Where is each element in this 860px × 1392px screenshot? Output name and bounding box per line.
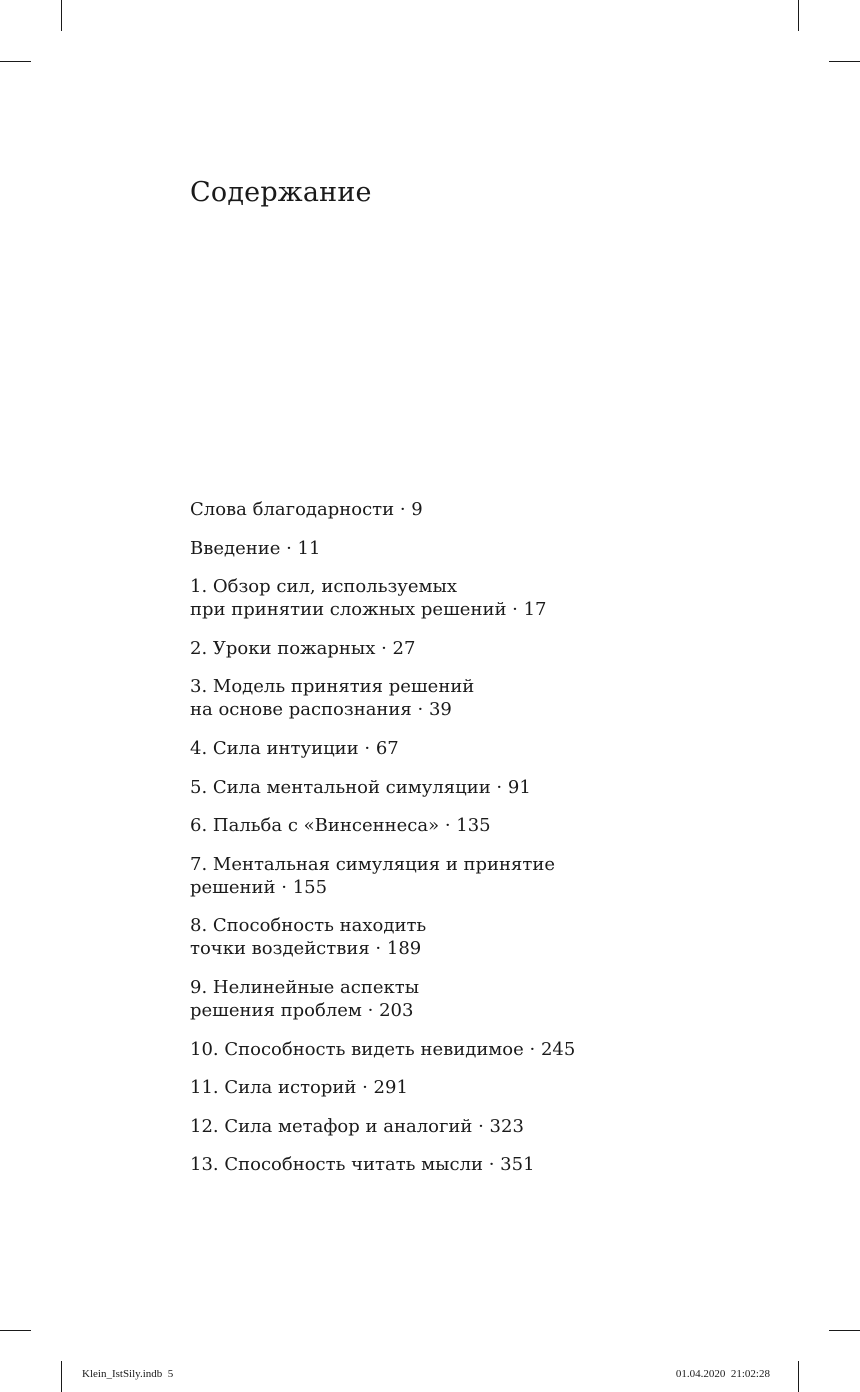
crop-mark-bottom-right-h bbox=[829, 1330, 860, 1331]
toc-entry-line: Слова благодарности · 9 bbox=[190, 499, 423, 520]
crop-mark-top-left-h bbox=[0, 61, 31, 62]
toc-entry-line: на основе распознания · 39 bbox=[190, 699, 452, 721]
toc-entry-line: 6. Пальба с «Винсеннеса» · 135 bbox=[190, 815, 491, 837]
toc-entry-line: 3. Модель принятия решений bbox=[190, 676, 475, 698]
toc-entry-line: 10. Способность видеть невидимое · 245 bbox=[190, 1038, 576, 1060]
toc-entry-line: 8. Способность находить bbox=[190, 915, 427, 937]
toc-entry-line: 9. Нелинейные аспекты bbox=[190, 976, 420, 998]
toc-entry bbox=[190, 1076, 630, 1099]
toc-entry-line: при принятии сложных решений · 17 bbox=[190, 599, 547, 621]
toc-entry bbox=[190, 776, 630, 799]
toc-entry bbox=[190, 814, 630, 837]
toc-entry bbox=[190, 914, 630, 960]
toc-entry bbox=[190, 853, 630, 899]
toc-entry-line: 2. Уроки пожарных · 27 bbox=[190, 637, 416, 659]
toc-entry-line: 7. Ментальная симуляция и принятие bbox=[190, 853, 556, 875]
toc-entry bbox=[190, 675, 630, 721]
toc-entry-line: 11. Сила историй · 291 bbox=[190, 1077, 408, 1099]
crop-mark-top-right-h bbox=[829, 61, 860, 62]
slug-file-info: Klein_IstSily.indb 5 bbox=[82, 1368, 174, 1380]
crop-mark-bottom-left-h bbox=[0, 1330, 31, 1331]
toc-entry-line: решения проблем · 203 bbox=[190, 999, 414, 1021]
toc-entry-line: Введение · 11 bbox=[190, 537, 321, 559]
toc-entry bbox=[190, 737, 630, 760]
toc-entry bbox=[190, 498, 630, 521]
toc-entry bbox=[190, 637, 630, 660]
toc-entry bbox=[190, 537, 630, 560]
toc-entry-line: 4. Сила интуиции · 67 bbox=[190, 737, 399, 759]
toc-entry-line: решений · 155 bbox=[190, 876, 328, 898]
toc-entry-line: 5. Сила ментальной симуляции · 91 bbox=[190, 776, 531, 798]
crop-mark-bottom-right bbox=[798, 1361, 799, 1392]
toc-entry-line: 12. Сила метафор и аналогий · 323 bbox=[190, 1115, 524, 1137]
crop-mark-bottom-left bbox=[61, 1361, 62, 1392]
toc-entry bbox=[190, 1038, 630, 1061]
crop-mark-top-left bbox=[61, 0, 62, 31]
slug-timestamp: 01.04.2020 21:02:28 bbox=[675, 1368, 770, 1380]
toc-entry bbox=[190, 1115, 630, 1138]
table-of-contents bbox=[190, 498, 630, 1192]
crop-mark-top-right bbox=[798, 0, 799, 31]
page-title: Содержание bbox=[190, 177, 372, 208]
toc-entry bbox=[190, 976, 630, 1022]
toc-entry bbox=[190, 575, 630, 621]
toc-entry-line: точки воздействия · 189 bbox=[190, 938, 422, 960]
toc-entry-line: 1. Обзор сил, используемых bbox=[190, 576, 458, 598]
toc-entry-line: 13. Способность читать мысли · 351 bbox=[190, 1154, 535, 1176]
toc-entry bbox=[190, 1153, 630, 1176]
